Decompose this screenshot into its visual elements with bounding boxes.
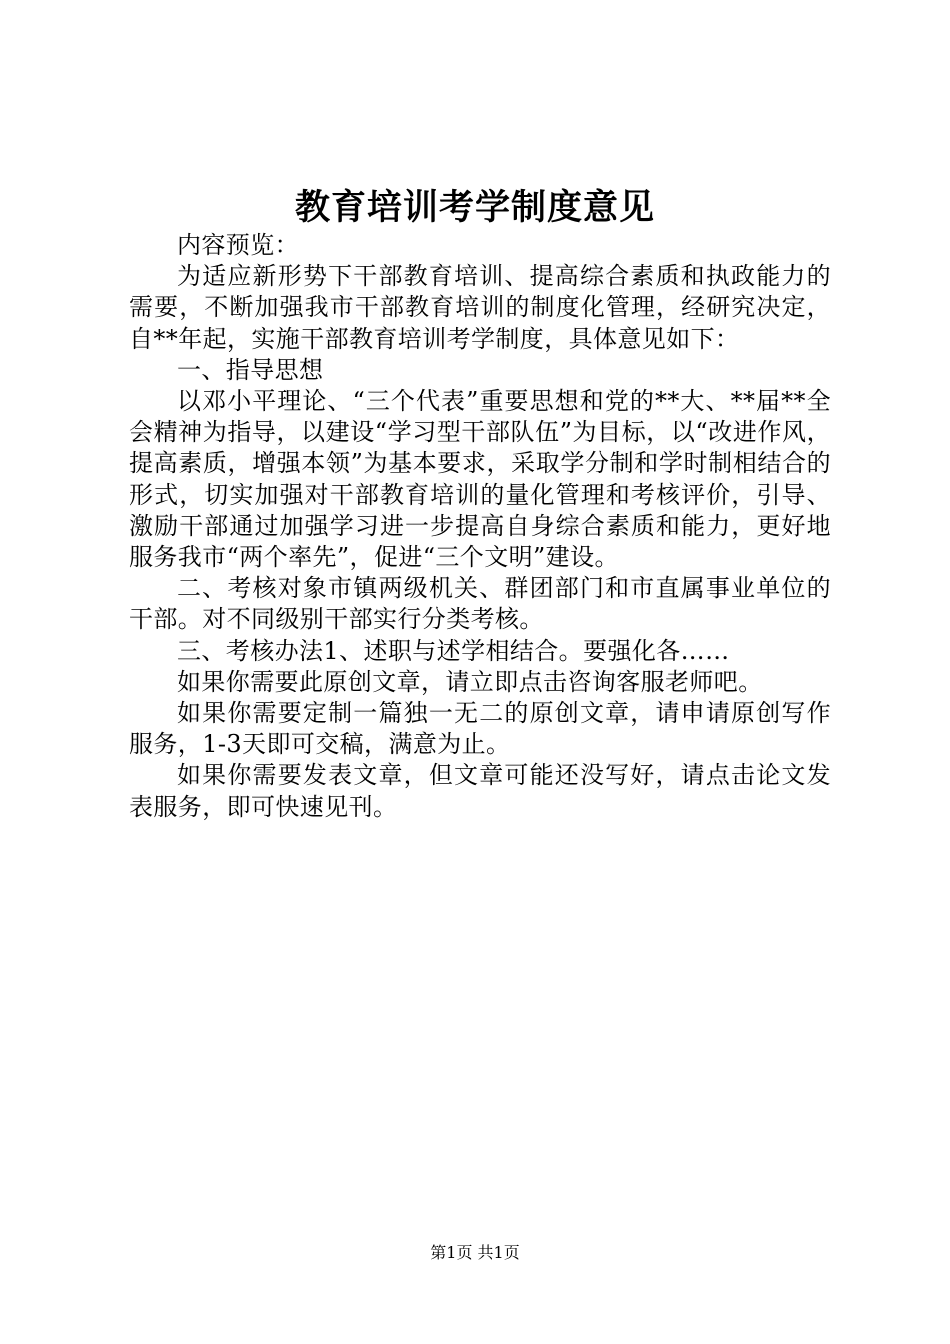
paragraph-assessment-targets: 二、考核对象市镇两级机关、群团部门和市直属事业单位的干部。对不同级别干部实行分类考核。	[129, 574, 831, 634]
document-body	[129, 230, 831, 823]
paragraph-custom-writing: 如果你需要定制一篇独一无二的原创文章，请申请原创写作服务，1-3天即可交稿，满意为止。	[129, 699, 831, 759]
paragraph-guiding-ideology: 以邓小平理论、“三个代表”重要思想和党的**大、**届**全会精神为指导，以建设“学习型干部队伍”为目标，以“改进作风，提高素质，增强本领”为基本要求，采取学分制和学时制相结合的形式，切实加强对干部教育培训的量化管理和考核评价，引导、激励干部通过加强学习进一步提高自身综合素质和能力，更好地服务我市“两个率先”，促进“三个文明”建设。	[129, 387, 831, 572]
document-title: 教育培训考学制度意见	[294, 188, 655, 228]
page-footer: 第1页 共1页	[430, 1243, 520, 1262]
paragraph-consult-service: 如果你需要此原创文章，请立即点击咨询客服老师吧。	[177, 667, 763, 696]
section-heading-guiding-ideology: 一、指导思想	[177, 355, 324, 384]
paragraph-assessment-methods: 三、考核办法1、述职与述学相结合。要强化各……	[177, 636, 730, 665]
paragraph-intro: 为适应新形势下干部教育培训、提高综合素质和执政能力的需要，不断加强我市干部教育培训的制度化管理，经研究决定，自**年起，实施干部教育培训考学制度，具体意见如下：	[129, 262, 831, 353]
paragraph-publishing-service: 如果你需要发表文章，但文章可能还没写好，请点击论文发表服务，即可快速见刊。	[129, 761, 831, 821]
paragraph-preview-label: 内容预览：	[177, 231, 299, 259]
